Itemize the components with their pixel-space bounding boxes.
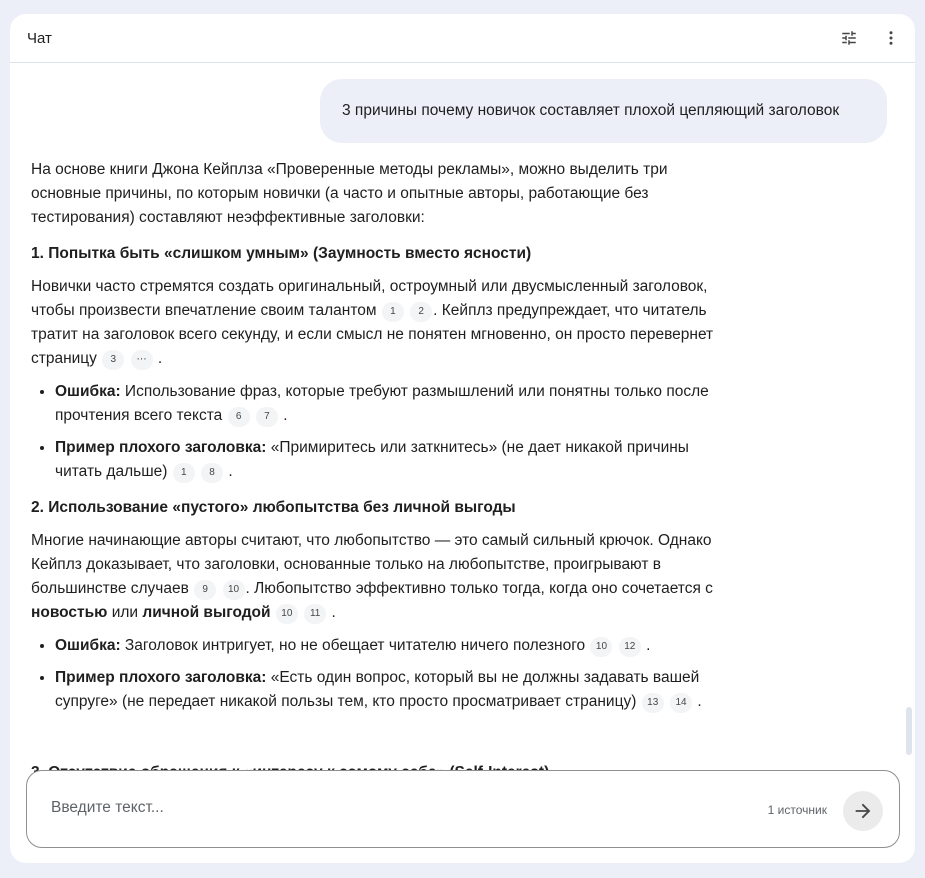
section-1-paragraph: Новички часто стремятся создать оригинальный, остроумный или двусмысленный заголовок, чтобы произвести впечатление своим талантом 1 2 . Кейплз предупреждает, что читатель тратит на заголовок всего секунду, и если смысл не понятен мгновенно, он просто перевернет страницу 3 ⋯ . [31,275,731,371]
list-item: • Ошибка: Использование фраз, которые требуют размышлений или понятны только после прочтения всего текста 6 7 . [55,380,731,428]
user-message-text: 3 причины почему новичок составляет плохой цепляющий заголовок [342,102,840,119]
citation[interactable]: 10 [590,637,612,657]
chat-title: Чат [27,29,52,47]
citation[interactable]: 11 [304,604,326,624]
chat-header [10,14,915,63]
section-heading-2: 2. Использование «пустого» любопытства без личной выгоды [31,499,516,516]
citation[interactable]: 13 [642,693,664,713]
chat-panel [10,14,915,863]
citation[interactable]: 12 [619,637,641,657]
citation[interactable]: 2 [410,302,432,322]
citation[interactable]: 1 [173,463,195,483]
citation[interactable]: 8 [201,463,223,483]
citation[interactable]: 10 [223,580,245,600]
citation[interactable]: 14 [670,693,692,713]
scrollbar-thumb[interactable] [906,707,912,755]
answer-intro: На основе книги Джона Кейплза «Проверенные методы рекламы», можно выделить три основные причины, по которым новички (а часто и опытные авторы, работающие без тестирования) составляют неэффективные заголовки: [31,161,668,226]
list-item: • Ошибка: Заголовок интригует, но не обещает читателю ничего полезного 10 12 . [55,634,731,658]
message-input[interactable] [26,770,900,848]
citation[interactable]: 3 [102,350,124,370]
list-item: • Пример плохого заголовка: «Примиритесь или заткнитесь» (не дает никакой причины читать дальше) 1 8 . [55,436,731,484]
section-2-paragraph: Многие начинающие авторы считают, что любопытство — это самый сильный крючок. Однако Кейплз доказывает, что заголовки, основанные только на любопытстве, проигрывают в большинстве случаев 9 10 . Любопытство эффективно только тогда, когда оно сочетается с новостью или личной выгодой 10 11 . [31,529,731,625]
list-item: • Пример плохого заголовка: «Есть один вопрос, который вы не должны задавать вашей супруге» (не передает никакой пользы тем, кто просто просматривает страницу) 13 14 . [55,666,731,714]
citation[interactable]: 10 [276,604,298,624]
section-1-bullets [31,380,731,484]
message-input-placeholder: Введите текст... [51,799,164,816]
section-2-bullets [31,634,731,714]
citation[interactable]: 7 [256,407,278,427]
assistant-answer [31,158,731,723]
user-message [320,79,887,143]
citation[interactable]: 1 [382,302,404,322]
citation-more[interactable]: ⋯ [131,350,153,370]
more-vert-icon[interactable] [879,26,903,50]
arrow-forward-icon [852,800,874,822]
section-heading-1: 1. Попытка быть «слишком умным» (Заумность вместо ясности) [31,245,532,262]
sources-count[interactable]: 1 источник [767,803,827,817]
send-button[interactable] [843,791,883,831]
chat-messages[interactable] [10,63,915,863]
citation[interactable]: 9 [194,580,216,600]
citation[interactable]: 6 [228,407,250,427]
tune-icon[interactable] [837,26,861,50]
